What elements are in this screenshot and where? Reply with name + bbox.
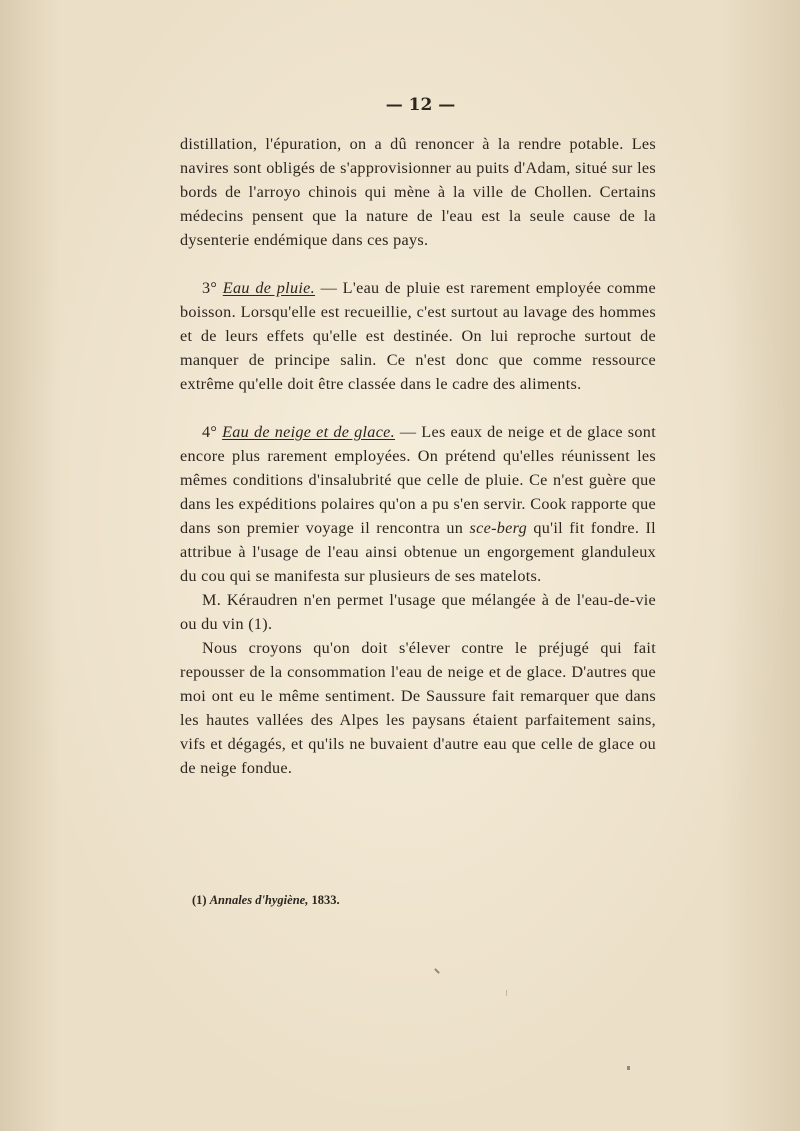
page-number: — 12 — — [385, 95, 456, 115]
section-title: Eau de neige et de glace. — [222, 423, 396, 441]
paragraph-conclusion-text: Nous croyons qu'on doit s'élever contre le préjugé qui fait repousser de la consommation l'eau de neige et de glace. D'autres que moi ont eu le même sentiment. De Saussure fait remarquer que dans les hautes vallées des Alpes les paysans étaient parfaitement sains, vifs et dégagés, et qu'ils ne buvaient d'autre eau que celle de glace ou de neige fondue. — [180, 639, 656, 777]
footnote — [192, 893, 340, 908]
paragraph-conclusion — [180, 636, 656, 780]
footnote-mark: (1) — [192, 893, 207, 907]
paper-speck — [627, 1066, 630, 1070]
paper-speck — [506, 990, 507, 996]
paragraph-keraudren — [180, 588, 656, 636]
paragraph-intro — [180, 132, 656, 252]
paragraph-snow-ice-text-after: qu'il fit fondre. Il attribue à l'usage de l'eau ainsi obtenue un engorgement glanduleux du cou qui se manifesta sur plusieurs de ses matelots. — [180, 519, 656, 585]
section-title: Eau de pluie. — [222, 279, 316, 297]
section-number: 4° — [202, 423, 218, 441]
paragraph-intro-text: distillation, l'épuration, on a dû renoncer à la rendre potable. Les navires sont obligés de s'approvisionner au puits d'Adam, situé sur les bords de l'arroyo chinois qui mène à la ville de Chollen. Certains médecins pensent que la nature de l'eau est la seule cause de la dysenterie endémique dans ces pays. — [180, 135, 656, 249]
paragraph-rain-water-text: — L'eau de pluie est rarement employée comme boisson. Lorsqu'elle est recueillie, c'est surtout au lavage des hommes et de leurs effets qu'elle est destinée. On lui reproche surtout de manquer de principe salin. Ce n'est donc que comme ressource extrême qu'elle doit être classée dans le cadre des aliments. — [180, 279, 656, 393]
footnote-year: 1833. — [311, 893, 340, 907]
section-number: 3° — [202, 279, 218, 297]
page-content — [180, 90, 656, 780]
paragraph-keraudren-text: M. Kéraudren n'en permet l'usage que mélangée à de l'eau-de-vie ou du vin (1). — [180, 591, 656, 633]
iceberg-term: sce-berg — [469, 519, 528, 537]
paragraph-snow-ice — [180, 420, 656, 588]
paragraph-snow-ice-text-before: — Les eaux de neige et de glace sont encore plus rarement employées. On prétend qu'elles réunissent les mêmes conditions d'insalubrité que celle de pluie. Ce n'est guère que dans les expéditions polaires qu'on a pu s'en servir. Cook rapporte que dans son premier voyage il rencontra un — [180, 423, 656, 537]
footnote-source: Annales d'hygiène, — [209, 893, 309, 907]
paragraph-rain-water — [180, 276, 656, 396]
